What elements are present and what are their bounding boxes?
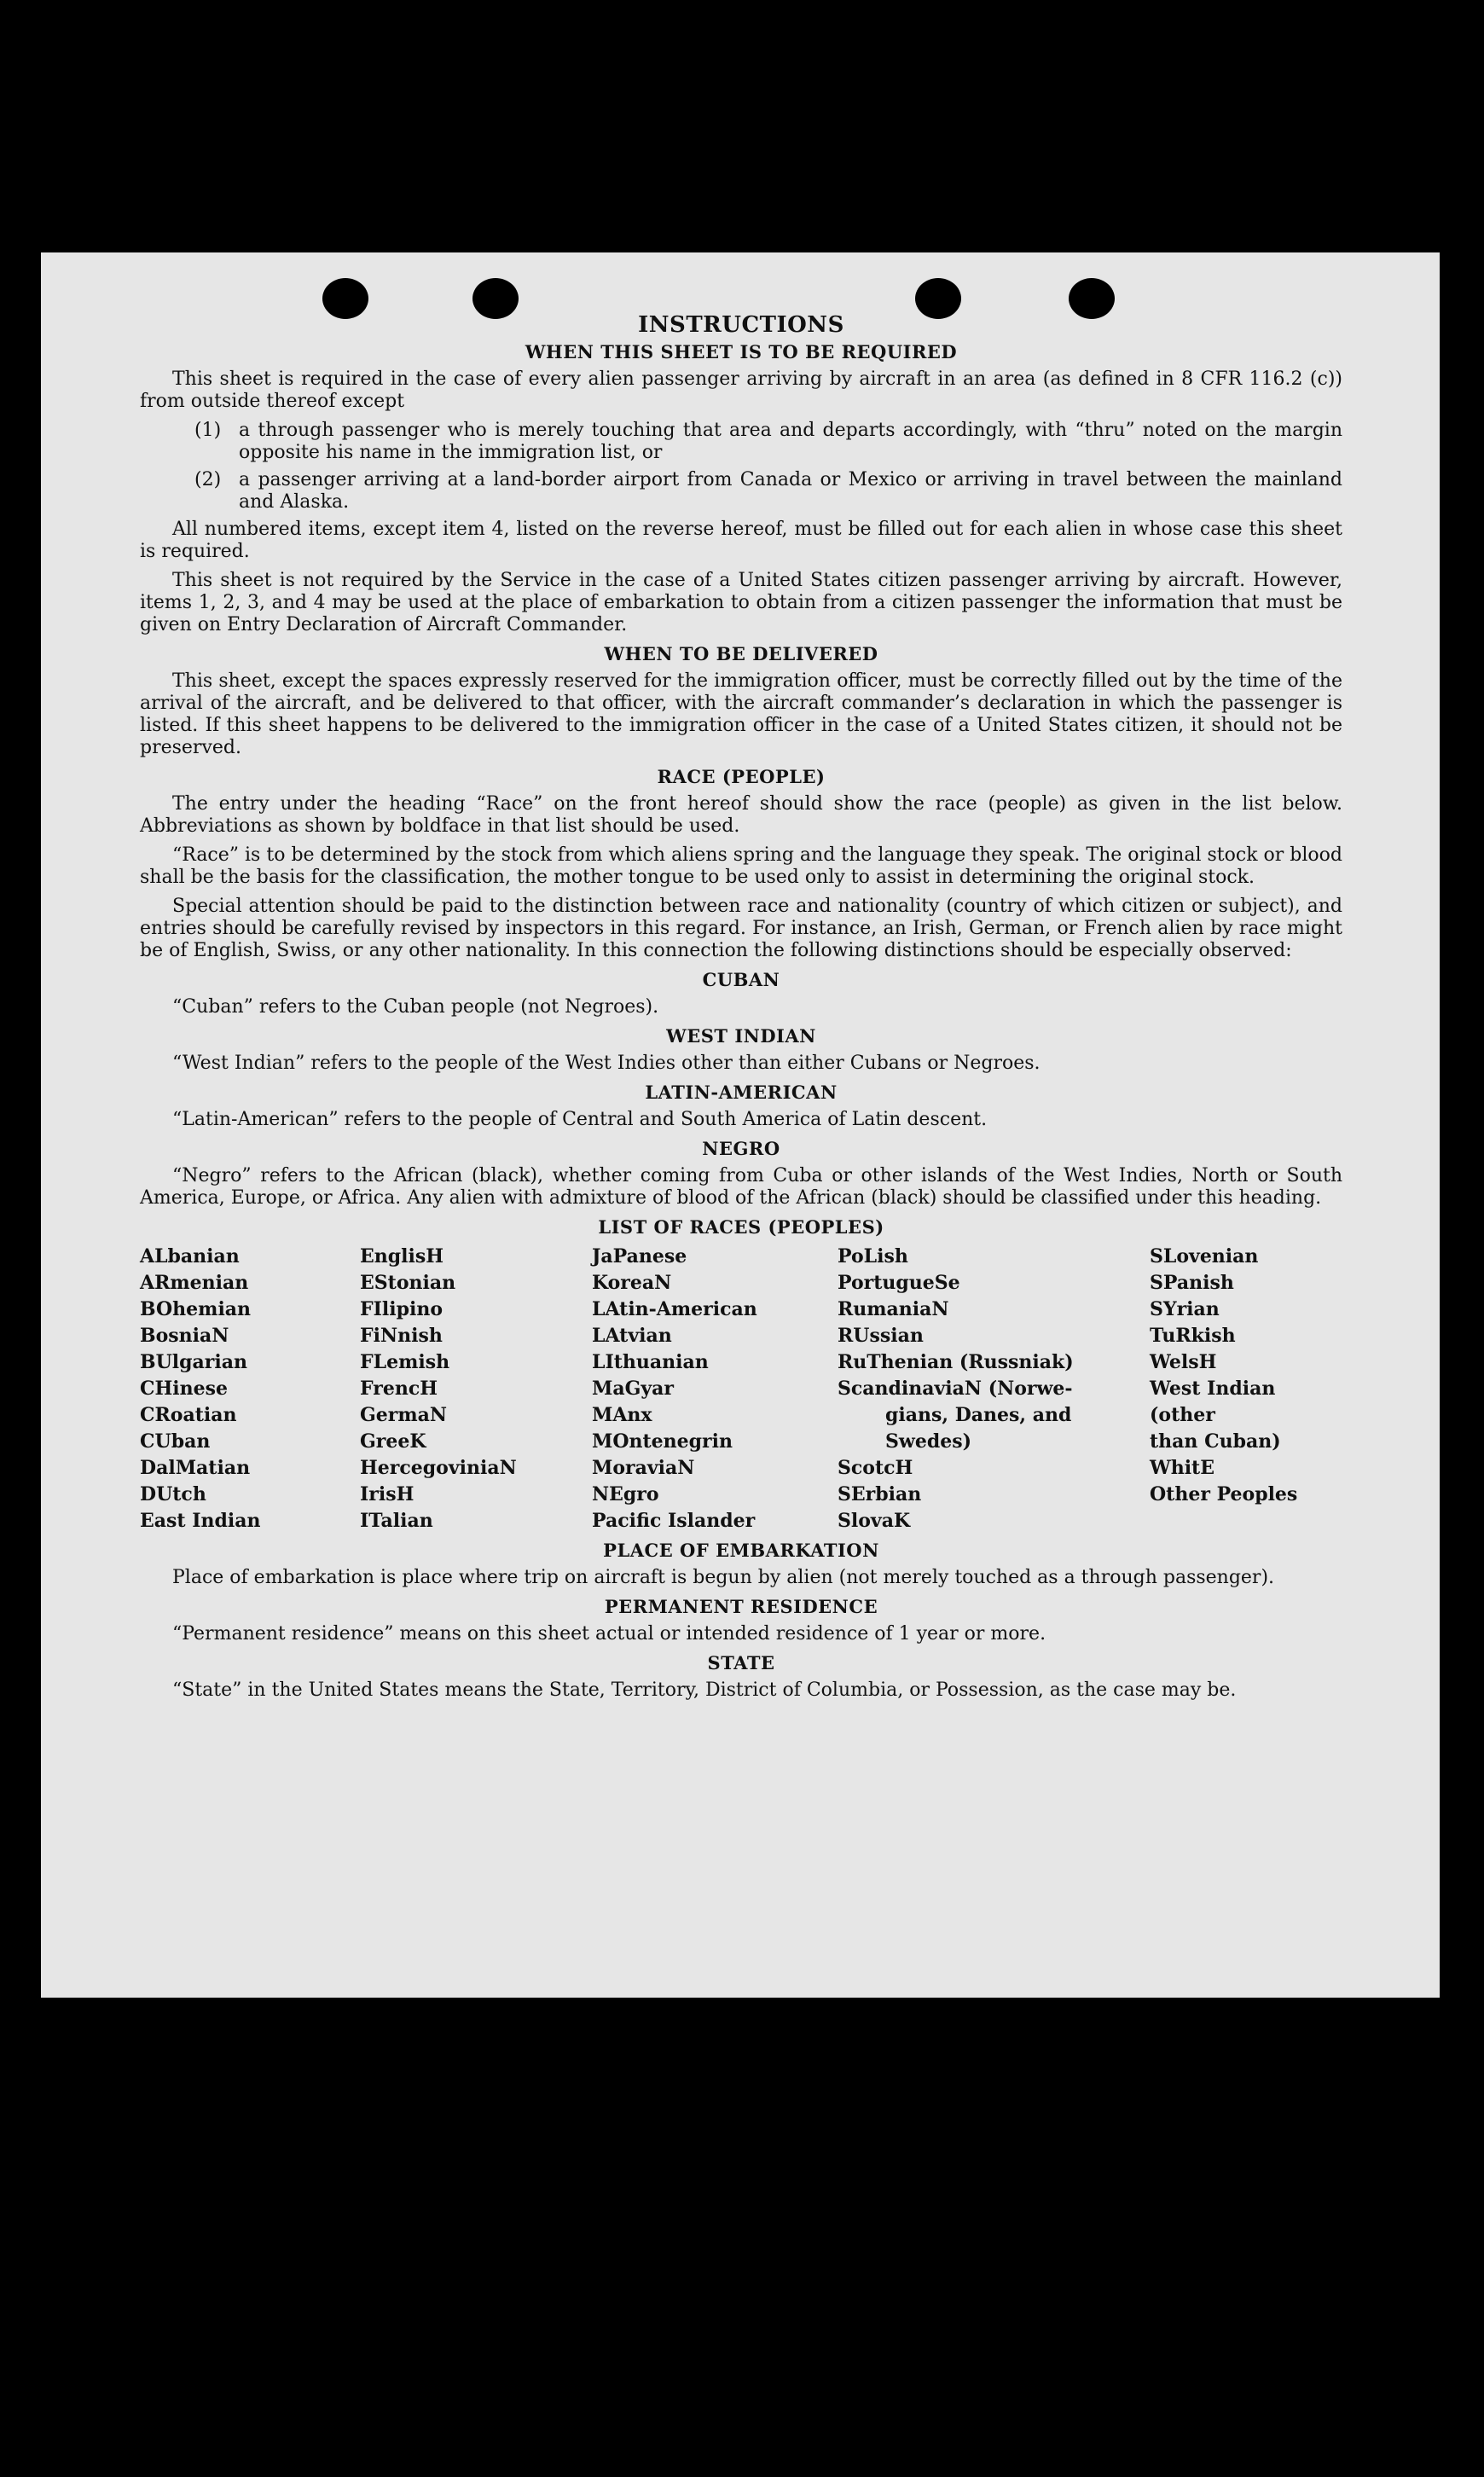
race-entry: SlovaK bbox=[838, 1510, 911, 1532]
race-entry: West Indian (other bbox=[1150, 1378, 1276, 1426]
document-sheet bbox=[41, 252, 1440, 1998]
races-column bbox=[592, 1244, 838, 1534]
race-entry: BosniaN bbox=[140, 1325, 229, 1347]
punch-hole bbox=[472, 278, 519, 319]
race-entry: WhitE bbox=[1150, 1457, 1214, 1479]
page-title: INSTRUCTIONS bbox=[638, 312, 844, 338]
race-entry: RuThenian (Russniak) bbox=[838, 1351, 1074, 1373]
race-entry: IrisH bbox=[360, 1483, 414, 1505]
race-entry: PortugueSe bbox=[838, 1272, 960, 1294]
race-entry: MoraviaN bbox=[592, 1457, 695, 1479]
race-entry: NEgro bbox=[592, 1483, 659, 1505]
paragraph: This sheet, except the spaces expressly reserved for the immigration officer, must be correctly filled out by the time of the arrival of the aircraft, and be delivered to that officer, with the aircraft commander’s declaration in which the passenger is listed. If this sheet happens to be delivered to the immigration officer in the case of a United States citizen, it should not be preserved. bbox=[140, 670, 1342, 758]
punch-hole bbox=[915, 278, 961, 319]
race-entry: DalMatian bbox=[140, 1457, 251, 1479]
section-heading: WHEN TO BE DELIVERED bbox=[604, 643, 878, 664]
races-column bbox=[1150, 1244, 1342, 1534]
section-heading: WHEN THIS SHEET IS TO BE REQUIRED bbox=[525, 341, 958, 363]
race-entry: GermaN bbox=[360, 1404, 448, 1426]
race-entry: TuRkish bbox=[1150, 1325, 1236, 1347]
race-entry: MAnx bbox=[592, 1404, 652, 1426]
race-entry: BOhemian bbox=[140, 1298, 252, 1320]
race-entry: CRoatian bbox=[140, 1404, 237, 1426]
race-entry: Swedes) bbox=[885, 1430, 971, 1453]
race-entry: SPanish bbox=[1150, 1272, 1234, 1294]
section-heading: LIST OF RACES (PEOPLES) bbox=[598, 1216, 884, 1238]
race-entry: KoreaN bbox=[592, 1272, 672, 1294]
race-entry: GreeK bbox=[360, 1430, 426, 1453]
race-entry: FrencH bbox=[360, 1378, 438, 1400]
paragraph: All numbered items, except item 4, listed on the reverse hereof, must be filled out for each alien in whose case this sheet is required. bbox=[140, 519, 1342, 562]
paragraph: “Cuban” refers to the Cuban people (not Negroes). bbox=[172, 996, 659, 1018]
race-entry: Other Peoples bbox=[1150, 1483, 1298, 1505]
section-heading: PLACE OF EMBARKATION bbox=[603, 1540, 879, 1561]
paragraph: This sheet is not required by the Service in the case of a United States citizen passenger arriving by aircraft. However, items 1, 2, 3, and 4 may be used at the place of embarkation to obtain from a citizen passenger the information that must be given on Entry Declaration of Aircraft Commander. bbox=[140, 570, 1342, 635]
race-entry: SErbian bbox=[838, 1483, 922, 1505]
list-item bbox=[194, 420, 1342, 464]
race-entry: HercegoviniaN bbox=[360, 1457, 517, 1479]
race-entry: gians, Danes, and bbox=[885, 1404, 1072, 1426]
race-entry: LAtin-American bbox=[592, 1298, 757, 1320]
race-entry: BUlgarian bbox=[140, 1351, 247, 1373]
race-entry: ALbanian bbox=[140, 1245, 240, 1268]
section-heading: PERMANENT RESIDENCE bbox=[604, 1596, 878, 1617]
section-heading: LATIN-AMERICAN bbox=[645, 1082, 838, 1103]
paragraph: The entry under the heading “Race” on the front hereof should show the race (people) as given in the list below. Abbreviations as shown by boldface in that list should be used. bbox=[140, 793, 1342, 837]
race-entry: MOntenegrin bbox=[592, 1430, 733, 1453]
paragraph: “Permanent residence” means on this sheet actual or intended residence of 1 year or more. bbox=[172, 1623, 1046, 1645]
race-entry: ARmenian bbox=[140, 1272, 249, 1294]
races-column bbox=[360, 1244, 592, 1534]
paragraph: “Negro” refers to the African (black), whether coming from Cuba or other islands of the West Indies, North or South America, Europe, or Africa. Any alien with admixture of blood of the African (black) should be classified under this heading. bbox=[140, 1165, 1342, 1209]
section-heading: CUBAN bbox=[702, 969, 780, 990]
race-entry: LAtvian bbox=[592, 1325, 672, 1347]
race-entry: East Indian bbox=[140, 1510, 261, 1532]
list-item bbox=[194, 469, 1342, 513]
race-entry: LIthuanian bbox=[592, 1351, 709, 1373]
race-entry: MaGyar bbox=[592, 1378, 675, 1400]
race-entry: CUban bbox=[140, 1430, 211, 1453]
item-number: (1) bbox=[194, 420, 222, 441]
paragraph: This sheet is required in the case of every alien passenger arriving by aircraft in an area (as defined in 8 CFR 116.2 (c)) from outside thereof except bbox=[140, 368, 1342, 412]
section-heading: STATE bbox=[707, 1652, 775, 1674]
races-column bbox=[838, 1244, 1150, 1534]
punch-hole bbox=[1069, 278, 1115, 319]
paragraph: Place of embarkation is place where trip on aircraft is begun by alien (not merely touched as a through passenger). bbox=[172, 1567, 1275, 1588]
section-heading: WEST INDIAN bbox=[666, 1025, 816, 1047]
section-heading: RACE (PEOPLE) bbox=[657, 766, 826, 787]
race-entry: WelsH bbox=[1150, 1351, 1217, 1373]
race-entry: DUtch bbox=[140, 1483, 206, 1505]
race-entry: CHinese bbox=[140, 1378, 229, 1400]
race-entry: FLemish bbox=[360, 1351, 450, 1373]
paragraph: “Race” is to be determined by the stock from which aliens spring and the language they speak. The original stock or blood shall be the basis for the classification, the mother tongue to be used only to assist in determining the original stock. bbox=[140, 844, 1342, 888]
section-heading: NEGRO bbox=[702, 1138, 780, 1159]
paragraph: “State” in the United States means the State, Territory, District of Columbia, or Possession, as the case may be. bbox=[172, 1679, 1237, 1701]
race-entry: JaPanese bbox=[592, 1245, 687, 1268]
race-entry: FiNnish bbox=[360, 1325, 443, 1347]
race-entry: ScandinaviaN (Norwe- bbox=[838, 1378, 1073, 1400]
paragraph: “Latin-American” refers to the people of Central and South America of Latin descent. bbox=[172, 1109, 988, 1130]
punch-hole bbox=[322, 278, 368, 319]
race-entry: PoLish bbox=[838, 1245, 908, 1268]
item-text: a through passenger who is merely touching that area and departs accordingly, with “thru” noted on the margin opposite his name in the immigration list, or bbox=[239, 420, 1342, 463]
race-entry: EnglisH bbox=[360, 1245, 444, 1268]
item-number: (2) bbox=[194, 469, 222, 490]
item-text: a passenger arriving at a land-border airport from Canada or Mexico or arriving in travel between the mainland and Alaska. bbox=[239, 469, 1342, 513]
race-entry: EStonian bbox=[360, 1272, 456, 1294]
paragraph: Special attention should be paid to the distinction between race and nationality (country of which citizen or subject), and entries should be carefully revised by inspectors in this regard. For instance, an Irish, German, or French alien by race might be of English, Swiss, or any other nationality. In this connection the following distinctions should be especially observed: bbox=[140, 896, 1342, 961]
race-entry: ScotcH bbox=[838, 1457, 913, 1479]
race-entry: ITalian bbox=[360, 1510, 433, 1532]
race-entry: SLovenian bbox=[1150, 1245, 1259, 1268]
race-entry: than Cuban) bbox=[1150, 1430, 1281, 1453]
race-entry: FIlipino bbox=[360, 1298, 443, 1320]
race-entry: Pacific Islander bbox=[592, 1510, 756, 1532]
paragraph: “West Indian” refers to the people of the West Indies other than either Cubans or Negroes. bbox=[172, 1053, 1041, 1074]
races-column bbox=[140, 1244, 360, 1534]
race-entry: SYrian bbox=[1150, 1298, 1220, 1320]
races-list bbox=[140, 1244, 1342, 1534]
instructions-content bbox=[140, 314, 1342, 1708]
race-entry: RumaniaN bbox=[838, 1298, 949, 1320]
race-entry: RUssian bbox=[838, 1325, 924, 1347]
